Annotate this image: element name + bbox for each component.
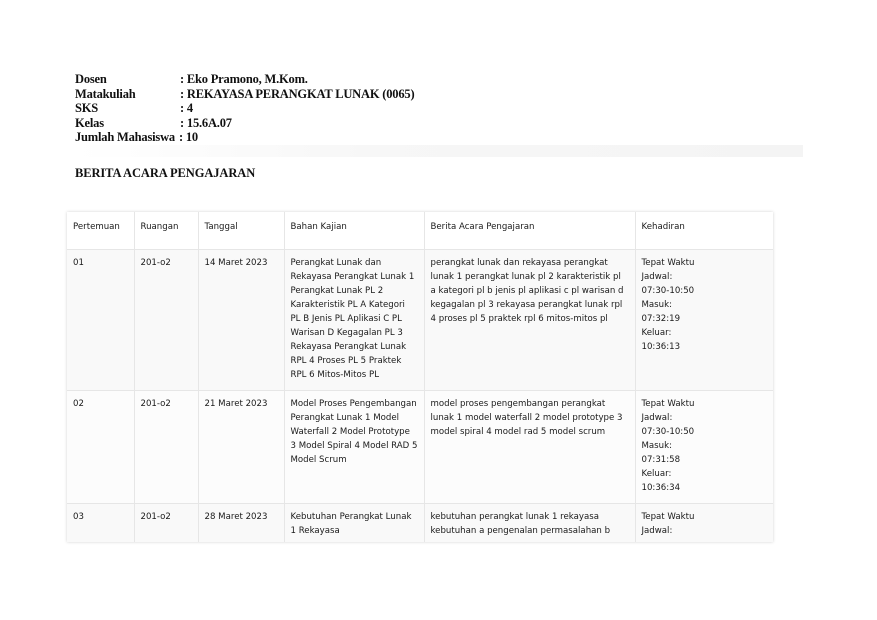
- attendance-in-label: Masuk:: [641, 300, 672, 310]
- info-row-matakuliah: [75, 87, 414, 102]
- table-row: [67, 391, 773, 504]
- column-header-pertemuan: Pertemuan: [67, 212, 134, 250]
- attendance-status: Tepat Waktu: [641, 399, 695, 409]
- teaching-record-table: [67, 212, 773, 542]
- attendance-status: Tepat Waktu: [641, 512, 695, 522]
- cell-ruangan: 201-o2: [134, 504, 198, 543]
- table-row: [67, 250, 773, 391]
- attendance-out-label: Keluar:: [641, 469, 672, 479]
- info-value: : 15.6A.07: [180, 115, 232, 130]
- table-header-row: [67, 212, 773, 250]
- info-value: : 4: [180, 101, 193, 115]
- cell-bahan-kajian: Model Proses Pengembangan Perangkat Lunak 1 Model Waterfall 2 Model Prototype 3 Model Spiral 4 Model RAD 5 Model Scrum: [284, 391, 424, 504]
- attendance-in-label: Masuk:: [641, 441, 672, 451]
- cell-kehadiran: [635, 250, 773, 391]
- cell-kehadiran: [635, 391, 773, 504]
- column-header-kehadiran: Kehadiran: [635, 212, 773, 250]
- info-label: Matakuliah: [75, 86, 136, 101]
- attendance-out-time: 10:36:13: [641, 342, 681, 352]
- column-header-berita-acara: Berita Acara Pengajaran: [424, 212, 635, 250]
- column-header-bahan-kajian: Bahan Kajian: [284, 212, 424, 250]
- header-divider-band: [75, 145, 803, 157]
- cell-berita-acara: perangkat lunak dan rekayasa perangkat lunak 1 perangkat lunak pl 2 karakteristik pl a kategori pl b jenis pl aplikasi c pl warisan d kegagalan pl 3 rekayasa perangkat lunak rpl 4 proses pl 5 praktek rpl 6 mitos-mitos pl: [424, 250, 635, 391]
- cell-tanggal: 14 Maret 2023: [198, 250, 284, 391]
- cell-tanggal: 21 Maret 2023: [198, 391, 284, 504]
- attendance-schedule: 07:30-10:50: [641, 286, 695, 296]
- cell-pertemuan: 02: [67, 391, 134, 504]
- attendance-schedule-label: Jadwal:: [641, 413, 673, 423]
- cell-kehadiran: [635, 504, 773, 543]
- info-row-jumlah-mahasiswa: [75, 130, 414, 145]
- cell-ruangan: 201-o2: [134, 391, 198, 504]
- cell-pertemuan: 01: [67, 250, 134, 391]
- attendance-out-time: 10:36:34: [641, 483, 681, 493]
- info-value: : Eko Pramono, M.Kom.: [180, 72, 308, 86]
- page-title: BERITA ACARA PENGAJARAN: [75, 166, 256, 180]
- cell-berita-acara: kebutuhan perangkat lunak 1 rekayasa kebutuhan a pengenalan permasalahan b: [424, 504, 635, 543]
- attendance-status: Tepat Waktu: [641, 258, 695, 268]
- info-row-dosen: [75, 72, 414, 87]
- table-row: [67, 504, 773, 543]
- info-row-kelas: [75, 116, 414, 131]
- cell-ruangan: 201-o2: [134, 250, 198, 391]
- cell-bahan-kajian: Kebutuhan Perangkat Lunak 1 Rekayasa: [284, 504, 424, 543]
- cell-bahan-kajian: Perangkat Lunak dan Rekayasa Perangkat Lunak 1 Perangkat Lunak PL 2 Karakteristik PL A Kategori PL B Jenis PL Aplikasi C PL Warisan D Kegagalan PL 3 Rekayasa Perangkat Lunak RPL 4 Proses PL 5 Praktek RPL 6 Mitos-Mitos PL: [284, 250, 424, 391]
- attendance-schedule-label: Jadwal:: [641, 526, 673, 536]
- cell-pertemuan: 03: [67, 504, 134, 543]
- cell-berita-acara: model proses pengembangan perangkat lunak 1 model waterfall 2 model prototype 3 model spiral 4 model rad 5 model scrum: [424, 391, 635, 504]
- info-label: SKS: [75, 101, 99, 115]
- info-value: : REKAYASA PERANGKAT LUNAK (0065): [180, 86, 415, 101]
- attendance-out-label: Keluar:: [641, 328, 672, 338]
- column-header-tanggal: Tanggal: [198, 212, 284, 250]
- info-label: Kelas: [75, 115, 104, 130]
- column-header-ruangan: Ruangan: [134, 212, 198, 250]
- attendance-in-time: 07:32:19: [641, 314, 681, 324]
- info-label: Jumlah Mahasiswa: [75, 130, 175, 144]
- course-info: [75, 72, 414, 145]
- info-label: Dosen: [75, 72, 107, 86]
- cell-tanggal: 28 Maret 2023: [198, 504, 284, 543]
- attendance-in-time: 07:31:58: [641, 455, 681, 465]
- attendance-schedule-label: Jadwal:: [641, 272, 673, 282]
- info-value: : 10: [178, 130, 198, 144]
- attendance-schedule: 07:30-10:50: [641, 427, 695, 437]
- info-row-sks: [75, 101, 414, 116]
